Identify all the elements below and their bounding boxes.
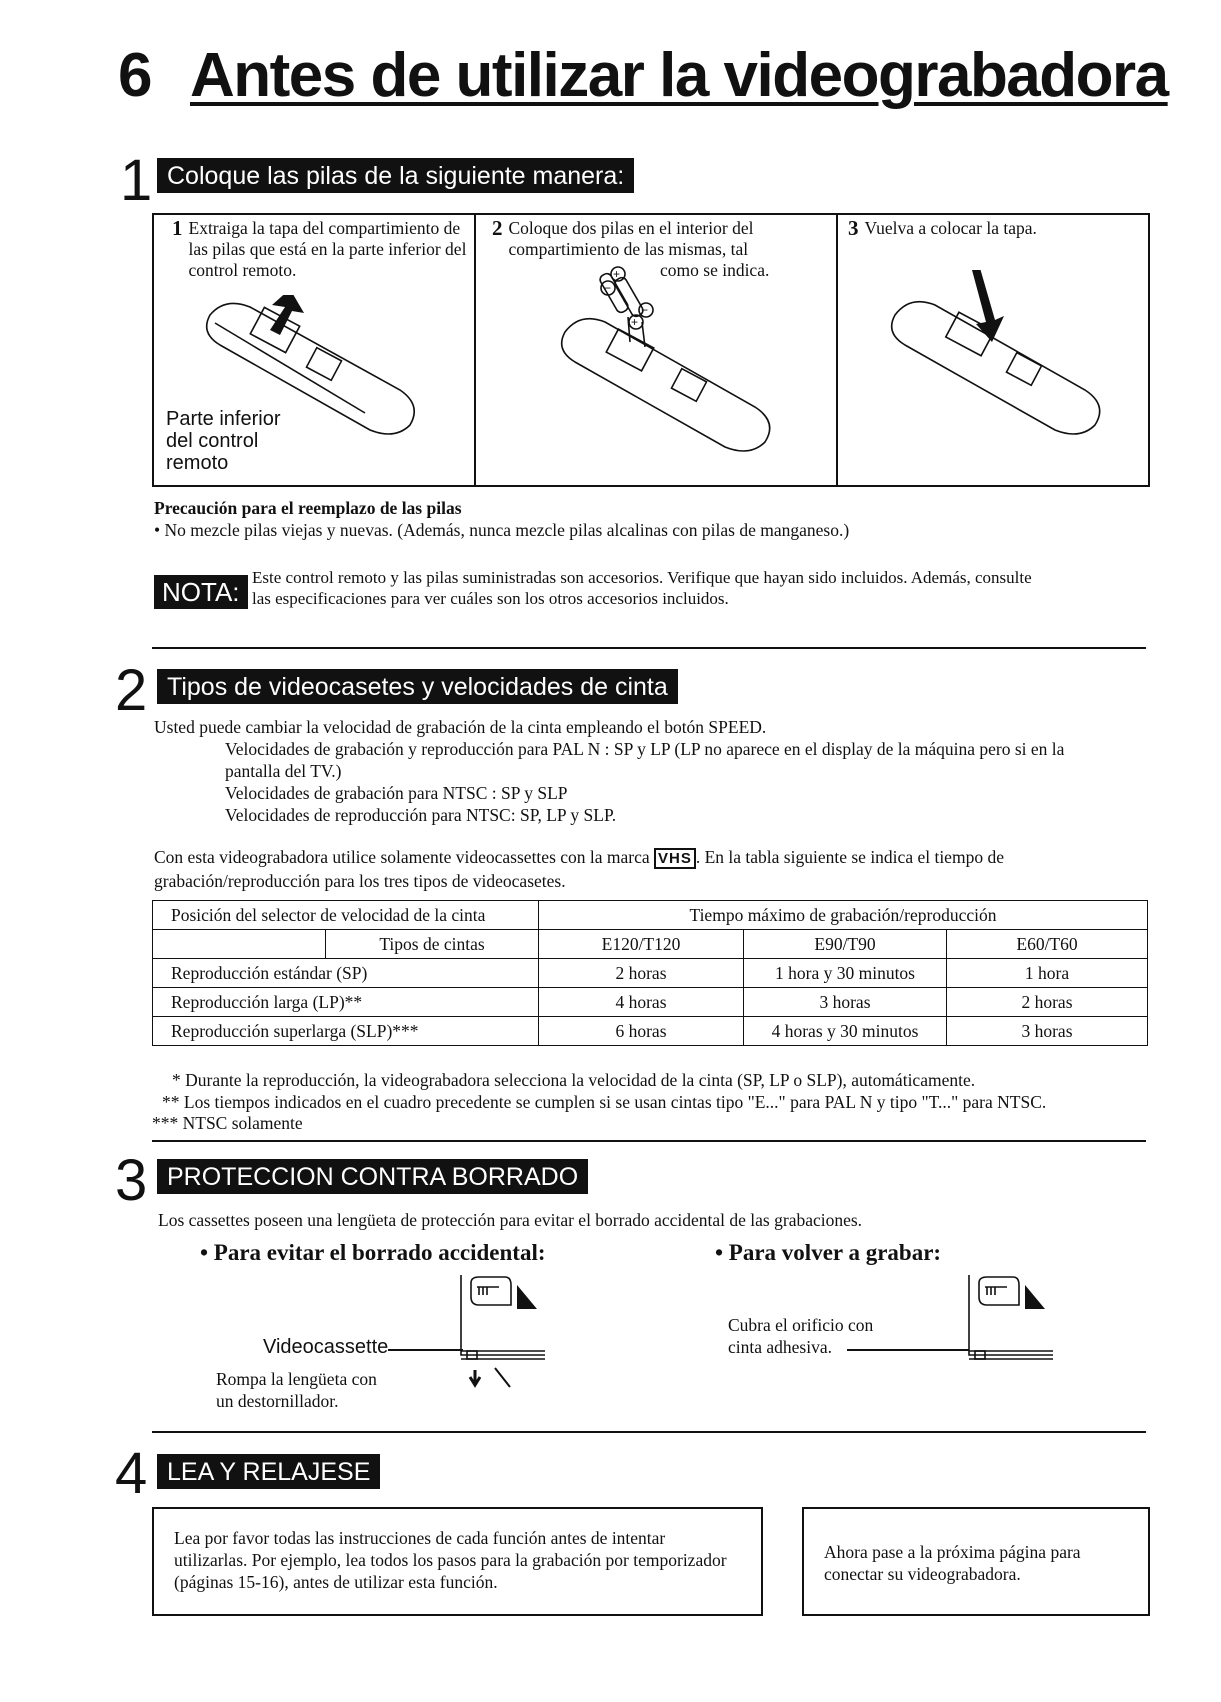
table-row: Reproducción larga (LP)** 4 horas 3 horas 2 horas: [153, 988, 1148, 1017]
section-1-number: 1: [120, 148, 153, 213]
minus-icon: −: [604, 281, 612, 295]
footnote-3: *** NTSC solamente: [152, 1113, 303, 1133]
section-3-number: 3: [115, 1148, 148, 1213]
page-title: Antes de utilizar la videograbadora: [190, 41, 1168, 110]
section-4-banner: LEA Y RELAJESE: [157, 1454, 380, 1489]
avoid-erase-heading: • Para evitar el borrado accidental:: [200, 1240, 546, 1265]
vhs-paragraph: Con esta videograbadora utilice solamente videocassettes con la marca VHS . En la tabla siguiente se indica el tiempo de grabación/reproducción para los tres tipos de videocasetes.: [154, 847, 1004, 891]
remote-caption: Parte inferior del control remoto: [166, 408, 281, 474]
nota-text: Este control remoto y las pilas suministradas son accesorios. Verifique que hayan sido incluidos. Además, consulte las especificaciones para ver cuáles son los otros accesorios incluidos.: [252, 568, 1032, 608]
section-2-banner: Tipos de videocasetes y velocidades de cinta: [157, 669, 678, 704]
section-2-number: 2: [115, 658, 148, 723]
table-header: Tiempo máximo de grabación/reproducción: [539, 901, 1148, 930]
remote-insert-batteries-illustration: [550, 262, 780, 457]
footnote-2: ** Los tiempos indicados en el cuadro precedente se cumplen si se usan cintas tipo "E..." para PAL N y tipo "T..." para NTSC.: [162, 1092, 1047, 1112]
step-text-cont: como se indica.: [660, 260, 770, 280]
divider: [152, 1431, 1146, 1433]
protection-intro: Los cassettes poseen una lengüeta de protección para evitar el borrado accidental de las grabaciones.: [158, 1210, 863, 1230]
step-3: [848, 218, 1138, 239]
step-text: Coloque dos pilas en el interior del compartimiento de las mismas, tal: [508, 218, 754, 259]
cover-hole-instruction: Cubra el orificio con cinta adhesiva.: [728, 1315, 874, 1357]
videocassette-label: Videocassette: [263, 1336, 389, 1358]
section-4-number: 4: [115, 1441, 148, 1506]
step-number: 3: [848, 216, 859, 240]
step-divider: [836, 213, 838, 485]
read-instructions-text: Lea por favor todas las instrucciones de cada función antes de intentar utilizarlas. Por ejemplo, lea todos los pasos para la grabación por temporizador (páginas 15-16), antes de utilizar esta función.: [174, 1528, 727, 1592]
section-1-banner: Coloque las pilas de la siguiente manera:: [157, 158, 634, 193]
table-header: Posición del selector de velocidad de la cinta: [153, 901, 539, 930]
screwdriver-icon: [495, 1368, 510, 1387]
cassette-covered-illustration: [963, 1275, 1063, 1370]
step-text: Extraiga la tapa del compartimiento de las pilas que está en la parte inferior del control remoto.: [188, 218, 467, 280]
break-tab-instruction: Rompa la lengüeta con un destornillador.: [216, 1369, 377, 1411]
nota-label: NOTA:: [154, 575, 248, 609]
caution-title: Precaución para el reemplazo de las pilas: [154, 498, 462, 518]
speed-details: Velocidades de grabación y reproducción para PAL N : SP y LP (LP no aparece en el display de la máquina pero si en la pantalla del TV.) Velocidades de grabación para NTSC : SP y SLP Velocidades de reproducción para NTSC: SP, LP y SLP.: [225, 739, 1065, 825]
divider: [152, 647, 1146, 649]
leader-line: [847, 1349, 969, 1351]
down-arrow-icon: [972, 270, 1004, 342]
break-arrow-icon: [470, 1370, 480, 1385]
step-number: 2: [492, 216, 503, 240]
speed-intro: Usted puede cambiar la velocidad de grabación de la cinta empleando el botón SPEED.: [154, 717, 767, 737]
step-divider: [474, 213, 476, 485]
minus-icon: −: [641, 303, 649, 317]
section-3-banner: PROTECCION CONTRA BORRADO: [157, 1159, 588, 1194]
step-number: 1: [172, 216, 183, 240]
plus-icon: +: [613, 267, 621, 281]
table-col-header: E90/T90: [744, 930, 947, 959]
plus-icon: +: [631, 315, 639, 329]
next-page-text: Ahora pase a la próxima página para conectar su videograbadora.: [824, 1542, 1081, 1584]
step-text: Vuelva a colocar la tapa.: [864, 218, 1037, 238]
step-1: [172, 218, 472, 281]
table-header: Tipos de cintas: [326, 930, 539, 959]
re-record-heading: • Para volver a grabar:: [715, 1240, 942, 1265]
caution-text: • No mezcle pilas viejas y nuevas. (Además, nunca mezcle pilas alcalinas con pilas de manganeso.): [154, 520, 850, 540]
tape-time-table: [152, 900, 1148, 1046]
table-row: Reproducción superlarga (SLP)*** 6 horas 4 horas y 30 minutos 3 horas: [153, 1017, 1148, 1046]
cassette-tab-illustration: [455, 1275, 555, 1390]
table-col-header: E120/T120: [539, 930, 744, 959]
read-instructions-box: [152, 1507, 763, 1616]
table-row: Reproducción estándar (SP) 2 horas 1 hora y 30 minutos 1 hora: [153, 959, 1148, 988]
leader-line: [388, 1349, 463, 1351]
footnote-1: * Durante la reproducción, la videograbadora selecciona la velocidad de la cinta (SP, LP o SLP), automáticamente.: [172, 1070, 976, 1090]
table-col-header: E60/T60: [947, 930, 1148, 959]
remote-close-cover-illustration: [880, 270, 1110, 460]
divider: [152, 1140, 1146, 1142]
page-number: 6: [118, 41, 151, 110]
next-page-box: [802, 1507, 1150, 1616]
vhs-logo: VHS: [654, 848, 696, 869]
